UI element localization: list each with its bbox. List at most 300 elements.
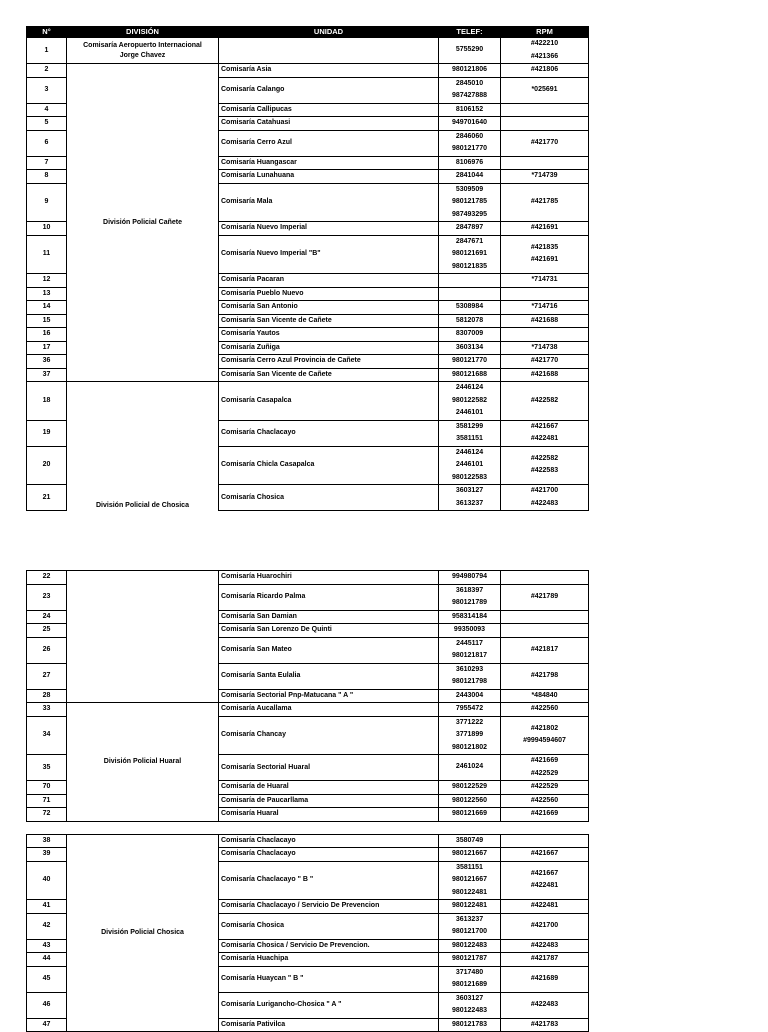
unit-name: Comisaría Zuñiga bbox=[219, 341, 439, 355]
phone-cell-line: 980121770 bbox=[451, 357, 488, 364]
rpm-cell-line: #421669 bbox=[530, 810, 559, 817]
phone-cell-line: 8106152 bbox=[455, 105, 484, 113]
phone-cell-line: 5309509 bbox=[455, 185, 484, 193]
rpm-cell-line: #421783 bbox=[530, 1020, 559, 1028]
rpm-cell-line: #421787 bbox=[530, 955, 559, 962]
rpm-cell-line: #421691 bbox=[530, 256, 559, 264]
phone-cell-line: 3610293 bbox=[455, 665, 484, 673]
rpm-cell bbox=[501, 420, 589, 446]
row-number: 8 bbox=[27, 170, 67, 184]
phone-cell-line: 949701640 bbox=[451, 119, 488, 126]
rpm-cell-line: #422483 bbox=[530, 499, 559, 507]
unit-name: Comisaría Yautos bbox=[219, 328, 439, 342]
division-name: División Policial Chosica bbox=[101, 928, 184, 936]
rpm-cell bbox=[501, 781, 589, 795]
phone-cell-line: 980121667 bbox=[451, 876, 488, 883]
unit-name: Comisaría Nuevo Imperial "B" bbox=[219, 235, 439, 274]
phone-cell bbox=[439, 355, 501, 369]
phone-cell bbox=[439, 834, 501, 848]
unit-name: Comisaría de Huaral bbox=[219, 781, 439, 795]
phone-cell-line: 3603127 bbox=[455, 994, 484, 1002]
row-number: 3 bbox=[27, 77, 67, 103]
header-division: DIVISIÓN bbox=[67, 27, 219, 38]
rpm-cell bbox=[501, 900, 589, 914]
row-number: 72 bbox=[27, 808, 67, 822]
rpm-cell bbox=[501, 77, 589, 103]
rpm-cell bbox=[501, 939, 589, 953]
phone-cell-line: 980121700 bbox=[451, 928, 488, 935]
rpm-cell bbox=[501, 156, 589, 170]
rpm-cell bbox=[501, 314, 589, 328]
phone-cell bbox=[439, 1018, 501, 1032]
row-number: 12 bbox=[27, 274, 67, 288]
phone-cell bbox=[439, 755, 501, 781]
row-number: 38 bbox=[27, 834, 67, 848]
phone-cell-line: 5812078 bbox=[455, 316, 484, 324]
rpm-cell bbox=[501, 382, 589, 421]
division-cell bbox=[67, 64, 219, 382]
rpm-cell bbox=[501, 624, 589, 638]
phone-cell bbox=[439, 446, 501, 485]
phone-cell bbox=[439, 38, 501, 64]
row-number: 18 bbox=[27, 382, 67, 421]
row-number: 24 bbox=[27, 610, 67, 624]
division-cell bbox=[67, 38, 219, 64]
phone-cell-line: 987427888 bbox=[451, 92, 488, 99]
header-rpm: RPM bbox=[501, 27, 589, 38]
phone-cell bbox=[439, 663, 501, 689]
unit-name: Comisaría San Antonio bbox=[219, 301, 439, 315]
row-number: 15 bbox=[27, 314, 67, 328]
row-number: 34 bbox=[27, 716, 67, 755]
unit-name: Comisaría Chosica bbox=[219, 485, 439, 511]
phone-cell-line: 3603127 bbox=[455, 487, 484, 494]
phone-cell bbox=[439, 610, 501, 624]
rpm-cell-line: #421817 bbox=[530, 645, 559, 653]
row-number: 47 bbox=[27, 1018, 67, 1032]
unit-name: Comisaría Sectorial Huaral bbox=[219, 755, 439, 781]
rpm-cell-line: #421700 bbox=[530, 487, 559, 494]
row-number: 45 bbox=[27, 966, 67, 992]
phone-cell-line: 980121770 bbox=[451, 145, 488, 152]
phone-cell-line: 3580749 bbox=[455, 836, 484, 844]
phone-cell bbox=[439, 689, 501, 703]
phone-cell bbox=[439, 420, 501, 446]
spacer-row bbox=[27, 821, 589, 834]
rpm-cell bbox=[501, 637, 589, 663]
unit-name: Comisaría Huaral bbox=[219, 808, 439, 822]
unit-name: Comisaría Cerro Azul bbox=[219, 130, 439, 156]
rpm-cell bbox=[501, 117, 589, 131]
row-number: 42 bbox=[27, 913, 67, 939]
phone-cell-line: 980121783 bbox=[451, 1020, 488, 1028]
row-number: 19 bbox=[27, 420, 67, 446]
phone-cell-line: 8307009 bbox=[455, 330, 484, 337]
phone-cell bbox=[439, 939, 501, 953]
rpm-cell-line: *714731 bbox=[531, 276, 558, 283]
phone-cell bbox=[439, 314, 501, 328]
phone-cell-line: 980121789 bbox=[451, 599, 488, 606]
table-row bbox=[27, 64, 589, 78]
phone-cell-line: 2847671 bbox=[455, 237, 484, 245]
unit-name: Comisaría Santa Eulalia bbox=[219, 663, 439, 689]
phone-cell-line: 980121669 bbox=[451, 810, 488, 817]
rpm-cell-line: #422483 bbox=[530, 1000, 559, 1008]
rpm-cell bbox=[501, 794, 589, 808]
unit-name: Comisaría Chaclacayo " B " bbox=[219, 861, 439, 900]
phone-cell bbox=[439, 328, 501, 342]
phone-cell-line: 3603134 bbox=[455, 343, 484, 351]
unit-name: Comisaría San Mateo bbox=[219, 637, 439, 663]
phone-cell-line: 2847897 bbox=[455, 224, 484, 231]
unit-name: Comisaría Pacaran bbox=[219, 274, 439, 288]
row-number: 11 bbox=[27, 235, 67, 274]
unit-name: Comisaría Lunahuana bbox=[219, 170, 439, 184]
phone-cell bbox=[439, 274, 501, 288]
phone-cell bbox=[439, 301, 501, 315]
phone-cell-line: 980121689 bbox=[451, 981, 488, 988]
rpm-cell bbox=[501, 1018, 589, 1032]
unit-name: Comisaría Pueblo Nuevo bbox=[219, 287, 439, 301]
unit-name: Comisaría Asia bbox=[219, 64, 439, 78]
row-number: 41 bbox=[27, 900, 67, 914]
row-number: 27 bbox=[27, 663, 67, 689]
row-number: 1 bbox=[27, 38, 67, 64]
phone-cell-line: 2461024 bbox=[455, 763, 484, 771]
phone-cell bbox=[439, 571, 501, 585]
rpm-cell bbox=[501, 755, 589, 781]
rpm-cell bbox=[501, 235, 589, 274]
unit-name: Comisaría Aucallama bbox=[219, 703, 439, 717]
row-number: 28 bbox=[27, 689, 67, 703]
phone-cell-line: 2841044 bbox=[455, 172, 484, 179]
phone-cell-line: 987493295 bbox=[451, 210, 488, 218]
rpm-cell bbox=[501, 834, 589, 848]
unit-name: Comisaría Callipucas bbox=[219, 103, 439, 117]
rpm-cell bbox=[501, 274, 589, 288]
row-number: 10 bbox=[27, 222, 67, 236]
table-row bbox=[27, 571, 589, 585]
rpm-cell bbox=[501, 663, 589, 689]
directory-table-page-2 bbox=[26, 570, 588, 1032]
division-name: División Policial Cañete bbox=[103, 218, 182, 226]
row-number: 36 bbox=[27, 355, 67, 369]
rpm-cell-line: #421770 bbox=[530, 357, 559, 364]
rpm-cell bbox=[501, 446, 589, 485]
phone-cell bbox=[439, 913, 501, 939]
row-number: 26 bbox=[27, 637, 67, 663]
phone-cell-line: 3613237 bbox=[455, 915, 484, 923]
phone-cell-line: 958314184 bbox=[451, 612, 488, 620]
rpm-cell bbox=[501, 64, 589, 78]
rpm-cell bbox=[501, 689, 589, 703]
row-number: 17 bbox=[27, 341, 67, 355]
phone-cell bbox=[439, 287, 501, 301]
rpm-cell bbox=[501, 341, 589, 355]
division-name: División Policial de Chosica bbox=[96, 501, 189, 509]
phone-cell-line: 5755290 bbox=[455, 46, 484, 54]
phone-cell-line: 3717480 bbox=[455, 968, 484, 976]
unit-name: Comisaría San Vicente de Cañete bbox=[219, 368, 439, 382]
phone-cell-line: 8106976 bbox=[455, 158, 484, 166]
phone-cell bbox=[439, 703, 501, 717]
row-number: 16 bbox=[27, 328, 67, 342]
header-no: N° bbox=[27, 27, 67, 38]
phone-cell-line: 2443004 bbox=[455, 691, 484, 699]
phone-cell bbox=[439, 156, 501, 170]
rpm-cell bbox=[501, 808, 589, 822]
rpm-cell-line: #422481 bbox=[530, 902, 559, 909]
phone-cell-line: 3613237 bbox=[455, 499, 484, 507]
phone-cell bbox=[439, 808, 501, 822]
division-name: Jorge Chavez bbox=[119, 51, 166, 59]
rpm-cell bbox=[501, 716, 589, 755]
row-number: 6 bbox=[27, 130, 67, 156]
row-number: 2 bbox=[27, 64, 67, 78]
rpm-cell-line: #422560 bbox=[530, 796, 559, 804]
phone-cell-line: 3581299 bbox=[455, 422, 484, 430]
row-number: 9 bbox=[27, 183, 67, 222]
phone-cell-line: 980121787 bbox=[451, 955, 488, 962]
row-number: 70 bbox=[27, 781, 67, 795]
rpm-cell-line: #421700 bbox=[530, 921, 559, 929]
rpm-cell-line: #422481 bbox=[530, 435, 559, 442]
phone-cell bbox=[439, 584, 501, 610]
division-cell bbox=[67, 703, 219, 822]
phone-cell bbox=[439, 170, 501, 184]
phone-cell-line: 980121691 bbox=[451, 250, 488, 257]
rpm-cell bbox=[501, 703, 589, 717]
phone-cell-line: 980121802 bbox=[451, 743, 488, 751]
phone-cell-line: 5308984 bbox=[455, 303, 484, 310]
phone-cell-line: 3771222 bbox=[455, 718, 484, 726]
phone-cell bbox=[439, 900, 501, 914]
rpm-cell-line: #421688 bbox=[530, 370, 559, 378]
unit-name: Comisaría Chosica bbox=[219, 913, 439, 939]
phone-cell-line: 2446101 bbox=[455, 461, 484, 468]
unit-name: Comisaría Lurigancho-Chosica " A " bbox=[219, 992, 439, 1018]
phone-cell bbox=[439, 235, 501, 274]
rpm-cell-line: #421366 bbox=[530, 52, 559, 60]
unit-name: Comisaría Cerro Azul Provincia de Cañete bbox=[219, 355, 439, 369]
rpm-cell bbox=[501, 368, 589, 382]
phone-cell-line: 3618397 bbox=[455, 586, 484, 594]
phone-cell bbox=[439, 103, 501, 117]
phone-cell-line: 980122483 bbox=[451, 1007, 488, 1014]
unit-name: Comisaría San Lorenzo De Quinti bbox=[219, 624, 439, 638]
unit-name: Comisaría Chicla Casapalca bbox=[219, 446, 439, 485]
table-row bbox=[27, 382, 589, 421]
phone-cell-line: 3581151 bbox=[456, 863, 483, 871]
phone-cell bbox=[439, 848, 501, 862]
row-number: 35 bbox=[27, 755, 67, 781]
rpm-cell bbox=[501, 222, 589, 236]
unit-name: Comisaría Nuevo Imperial bbox=[219, 222, 439, 236]
rpm-cell-line: #421667 bbox=[530, 869, 559, 877]
phone-cell-line: 980121667 bbox=[451, 850, 488, 857]
row-number: 20 bbox=[27, 446, 67, 485]
police-directory-table bbox=[26, 26, 589, 511]
phone-cell bbox=[439, 861, 501, 900]
rpm-cell bbox=[501, 913, 589, 939]
phone-cell bbox=[439, 77, 501, 103]
rpm-cell bbox=[501, 992, 589, 1018]
unit-name: Comisaría Sectorial Pnp-Matucana " A " bbox=[219, 689, 439, 703]
rpm-cell bbox=[501, 848, 589, 862]
phone-cell-line: 980122483 bbox=[451, 941, 488, 949]
rpm-cell-line: *714738 bbox=[531, 343, 558, 351]
phone-cell-line: 980122529 bbox=[451, 783, 488, 790]
rpm-cell bbox=[501, 584, 589, 610]
unit-name: Comisaría Mala bbox=[219, 183, 439, 222]
rpm-cell bbox=[501, 953, 589, 967]
unit-name: Comisaría Huarochiri bbox=[219, 571, 439, 585]
phone-cell-line: 980122583 bbox=[451, 473, 488, 481]
rpm-cell bbox=[501, 355, 589, 369]
phone-cell bbox=[439, 341, 501, 355]
phone-cell bbox=[439, 781, 501, 795]
unit-name: Comisaría Huaycan " B " bbox=[219, 966, 439, 992]
division-cell bbox=[67, 382, 219, 511]
unit-name bbox=[219, 38, 439, 64]
row-number: 44 bbox=[27, 953, 67, 967]
rpm-cell-line: #421770 bbox=[530, 138, 559, 146]
unit-name: Comisaría Chaclacayo bbox=[219, 420, 439, 446]
rpm-cell bbox=[501, 861, 589, 900]
phone-cell bbox=[439, 966, 501, 992]
rpm-cell bbox=[501, 170, 589, 184]
phone-cell-line: 980121785 bbox=[451, 198, 488, 205]
phone-cell bbox=[439, 953, 501, 967]
rpm-cell-line: #422582 bbox=[530, 396, 559, 404]
rpm-cell-line: #421667 bbox=[530, 422, 559, 430]
rpm-cell-line: #422529 bbox=[530, 769, 559, 777]
division-cell bbox=[67, 571, 219, 703]
row-number: 43 bbox=[27, 939, 67, 953]
phone-cell bbox=[439, 130, 501, 156]
rpm-cell-line: #421688 bbox=[530, 316, 559, 324]
rpm-cell bbox=[501, 966, 589, 992]
rpm-cell bbox=[501, 301, 589, 315]
division-name: División Policial Huaral bbox=[103, 757, 182, 765]
phone-cell bbox=[439, 117, 501, 131]
phone-cell-line: 3581151 bbox=[456, 435, 483, 442]
rpm-cell-line: #422560 bbox=[530, 705, 559, 712]
phone-cell-line: 980122560 bbox=[451, 796, 488, 804]
unit-name: Comisaría Calango bbox=[219, 77, 439, 103]
row-number: 5 bbox=[27, 117, 67, 131]
division-name: Comisaría Aeropuerto Internacional bbox=[83, 41, 202, 49]
header-row bbox=[27, 27, 589, 38]
phone-cell-line: 99350093 bbox=[453, 626, 486, 633]
rpm-cell-line: #421802 bbox=[530, 724, 559, 732]
rpm-cell-line: #422529 bbox=[530, 783, 559, 790]
phone-cell-line: 7955472 bbox=[455, 705, 484, 712]
phone-cell bbox=[439, 485, 501, 511]
rpm-cell-line: #422583 bbox=[530, 467, 559, 475]
phone-cell-line: 980122481 bbox=[451, 888, 488, 896]
spacer-cell bbox=[27, 821, 589, 834]
unit-name: Comisaría Casapalca bbox=[219, 382, 439, 421]
unit-name: Comisaría Huangascar bbox=[219, 156, 439, 170]
phone-cell-line: 3771899 bbox=[455, 731, 484, 738]
rpm-cell-line: #421689 bbox=[530, 974, 559, 982]
phone-cell-line: 2445117 bbox=[456, 639, 483, 647]
division-cell bbox=[67, 834, 219, 1032]
phone-cell bbox=[439, 794, 501, 808]
table-row bbox=[27, 703, 589, 717]
police-directory-table-continued bbox=[26, 570, 589, 1032]
row-number: 46 bbox=[27, 992, 67, 1018]
row-number: 39 bbox=[27, 848, 67, 862]
row-number: 23 bbox=[27, 584, 67, 610]
table-row bbox=[27, 38, 589, 64]
unit-name: Comisaría Catahuasi bbox=[219, 117, 439, 131]
rpm-cell-line: #422481 bbox=[530, 882, 559, 890]
rpm-cell bbox=[501, 38, 589, 64]
rpm-cell bbox=[501, 103, 589, 117]
directory-table-page-1 bbox=[26, 26, 588, 511]
unit-name: Comisaría Chaclacayo bbox=[219, 834, 439, 848]
row-number: 22 bbox=[27, 571, 67, 585]
table-row bbox=[27, 834, 589, 848]
phone-cell bbox=[439, 222, 501, 236]
row-number: 14 bbox=[27, 301, 67, 315]
rpm-cell-line: #422582 bbox=[530, 454, 559, 462]
rpm-cell-line: *025691 bbox=[531, 85, 558, 93]
phone-cell-line: 2846060 bbox=[455, 132, 484, 140]
header-telef: TELEF: bbox=[439, 27, 501, 38]
rpm-cell bbox=[501, 571, 589, 585]
row-number: 25 bbox=[27, 624, 67, 638]
phone-cell-line: 980121688 bbox=[451, 370, 488, 378]
rpm-cell bbox=[501, 287, 589, 301]
rpm-cell bbox=[501, 610, 589, 624]
unit-name: Comisaría Huachipa bbox=[219, 953, 439, 967]
phone-cell-line: 980121835 bbox=[451, 262, 488, 270]
rpm-cell-line: #421669 bbox=[530, 757, 559, 764]
unit-name: Comisaría Chaclacayo bbox=[219, 848, 439, 862]
unit-name: Comisaría San Vicente de Cañete bbox=[219, 314, 439, 328]
row-number: 13 bbox=[27, 287, 67, 301]
phone-cell-line: 980121806 bbox=[451, 66, 488, 73]
phone-cell bbox=[439, 368, 501, 382]
rpm-cell-line: #421835 bbox=[530, 243, 559, 251]
phone-cell-line: 2446101 bbox=[455, 409, 484, 416]
rpm-cell-line: #421806 bbox=[530, 66, 559, 73]
row-number: 71 bbox=[27, 794, 67, 808]
phone-cell bbox=[439, 183, 501, 222]
rpm-cell-line: #421798 bbox=[530, 671, 559, 679]
rpm-cell-line: #9994594607 bbox=[523, 737, 566, 745]
rpm-cell bbox=[501, 328, 589, 342]
row-number: 33 bbox=[27, 703, 67, 717]
rpm-cell bbox=[501, 485, 589, 511]
unit-name: Comisaría Chancay bbox=[219, 716, 439, 755]
unit-name: Comisaría Pativilca bbox=[219, 1018, 439, 1032]
phone-cell-line: 980122481 bbox=[451, 902, 488, 909]
row-number: 7 bbox=[27, 156, 67, 170]
rpm-cell bbox=[501, 130, 589, 156]
rpm-cell-line: #422210 bbox=[530, 40, 559, 47]
phone-cell-line: 2446124 bbox=[455, 384, 484, 391]
rpm-cell-line: *714739 bbox=[531, 172, 558, 179]
phone-cell-line: 980121817 bbox=[451, 652, 488, 659]
phone-cell-line: 980122582 bbox=[451, 396, 488, 404]
phone-cell-line: 2845010 bbox=[455, 79, 484, 87]
rpm-cell-line: #421789 bbox=[530, 592, 559, 600]
phone-cell bbox=[439, 637, 501, 663]
